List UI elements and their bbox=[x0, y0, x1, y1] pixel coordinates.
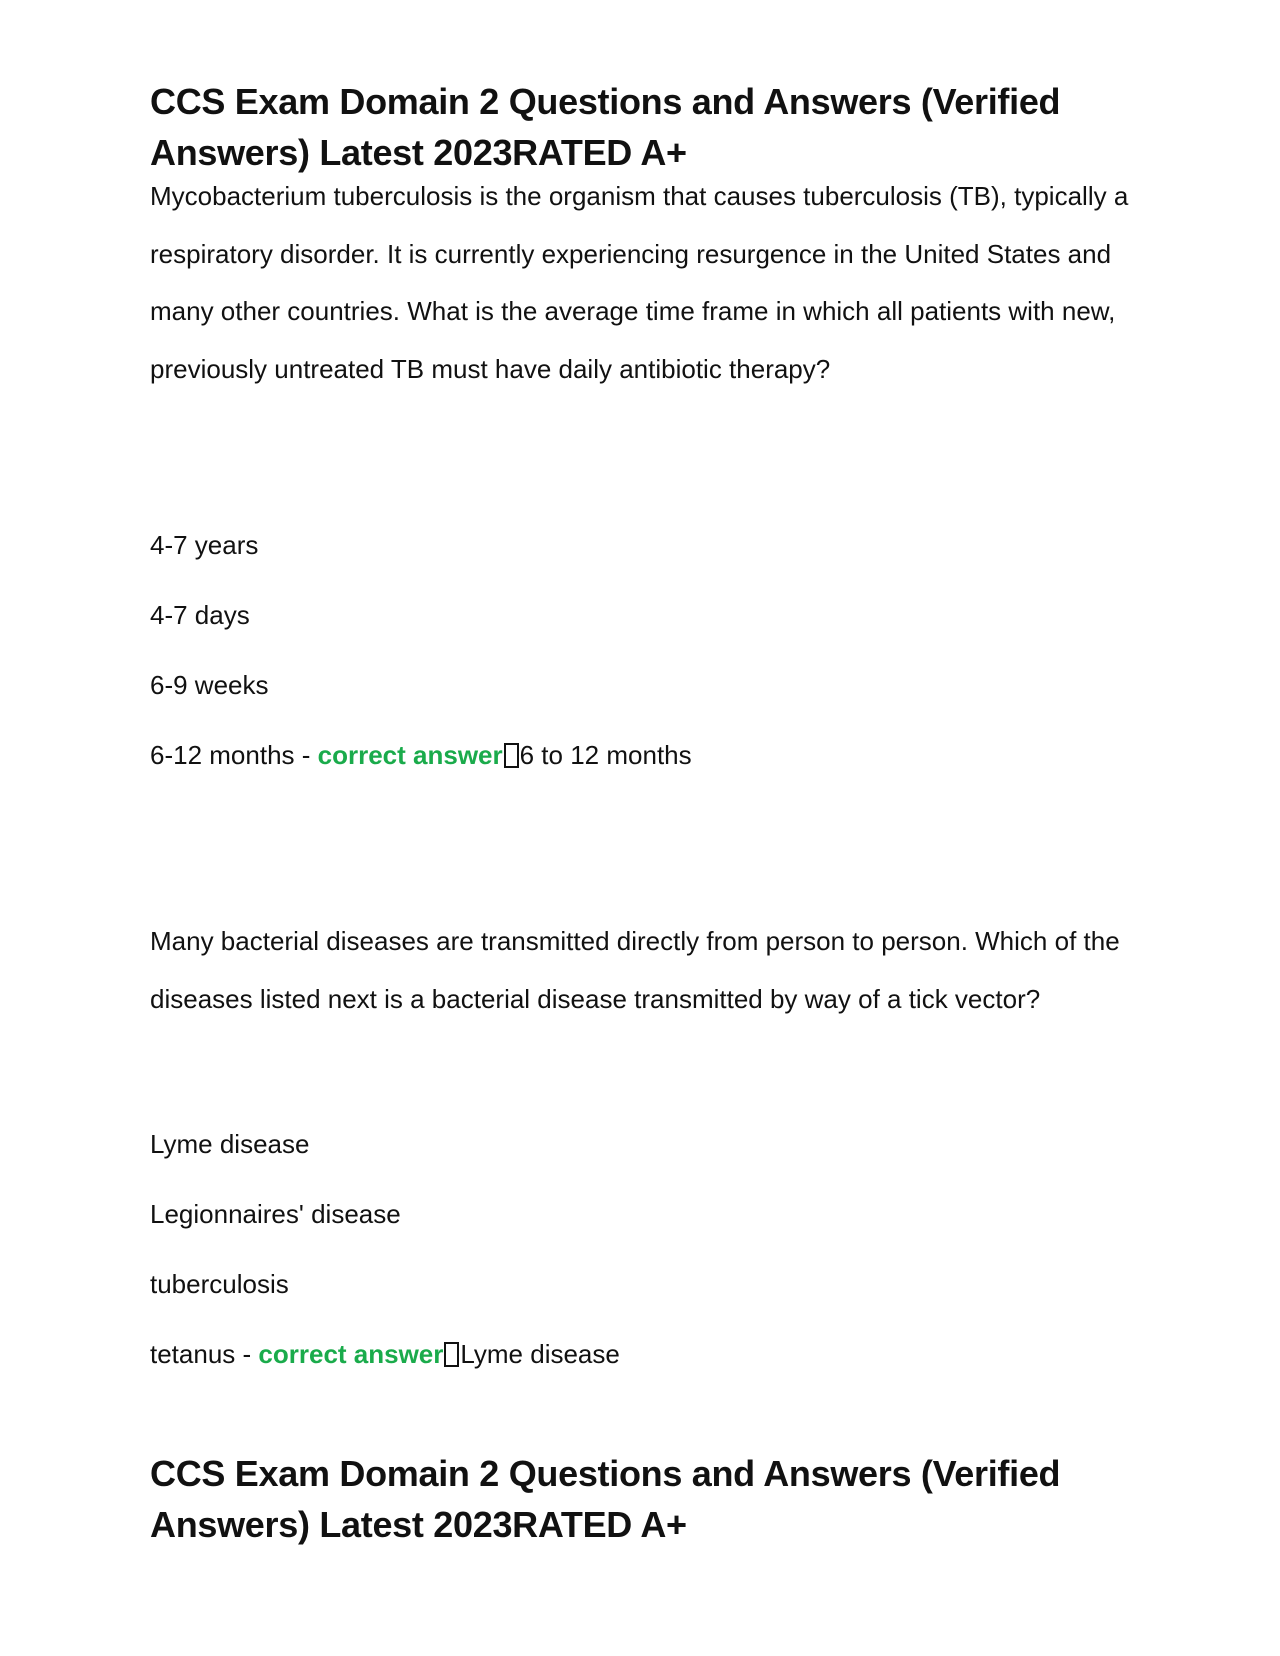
question-2-option-4-with-answer bbox=[150, 1337, 620, 1371]
question-1-text: Mycobacterium tuberculosis is the organism that causes tuberculosis (TB), typically a respiratory disorder. It is currently experiencing resurgence in the United States and many other countries. What is the average time frame in which all patients with new, previously untreated TB must have daily antibiotic therapy? bbox=[150, 181, 1129, 384]
question-2-option-2: Legionnaires' disease bbox=[150, 1199, 401, 1229]
answer-separator: - bbox=[294, 740, 318, 770]
question-1-option-2: 4-7 days bbox=[150, 600, 250, 630]
question-2-option-4: tetanus bbox=[150, 1339, 236, 1369]
question-2-option-3: tuberculosis bbox=[150, 1269, 289, 1299]
missing-glyph-box-icon bbox=[444, 1342, 459, 1367]
question-1-answer: 6 to 12 months bbox=[519, 740, 692, 770]
question-1-option-4-with-answer bbox=[150, 738, 692, 772]
answer-separator: - bbox=[235, 1339, 259, 1369]
question-2-option-1: Lyme disease bbox=[150, 1129, 310, 1159]
document-title: CCS Exam Domain 2 Questions and Answers (Verified Answers) Latest 2023RATED A+ bbox=[150, 81, 1061, 173]
correct-answer-label: correct answer bbox=[258, 1339, 444, 1369]
question-2-text: Many bacterial diseases are transmitted directly from person to person. Which of the diseases listed next is a bacterial disease transmitted by way of a tick vector? bbox=[150, 926, 1120, 1014]
question-1-option-3: 6-9 weeks bbox=[150, 670, 269, 700]
question-1-option-1: 4-7 years bbox=[150, 530, 259, 560]
question-1-option-4: 6-12 months bbox=[150, 740, 295, 770]
question-2-answer: Lyme disease bbox=[460, 1339, 620, 1369]
correct-answer-label: correct answer bbox=[317, 740, 503, 770]
document-footer-title: CCS Exam Domain 2 Questions and Answers (Verified Answers) Latest 2023RATED A+ bbox=[150, 1453, 1061, 1545]
missing-glyph-box-icon bbox=[504, 743, 519, 768]
